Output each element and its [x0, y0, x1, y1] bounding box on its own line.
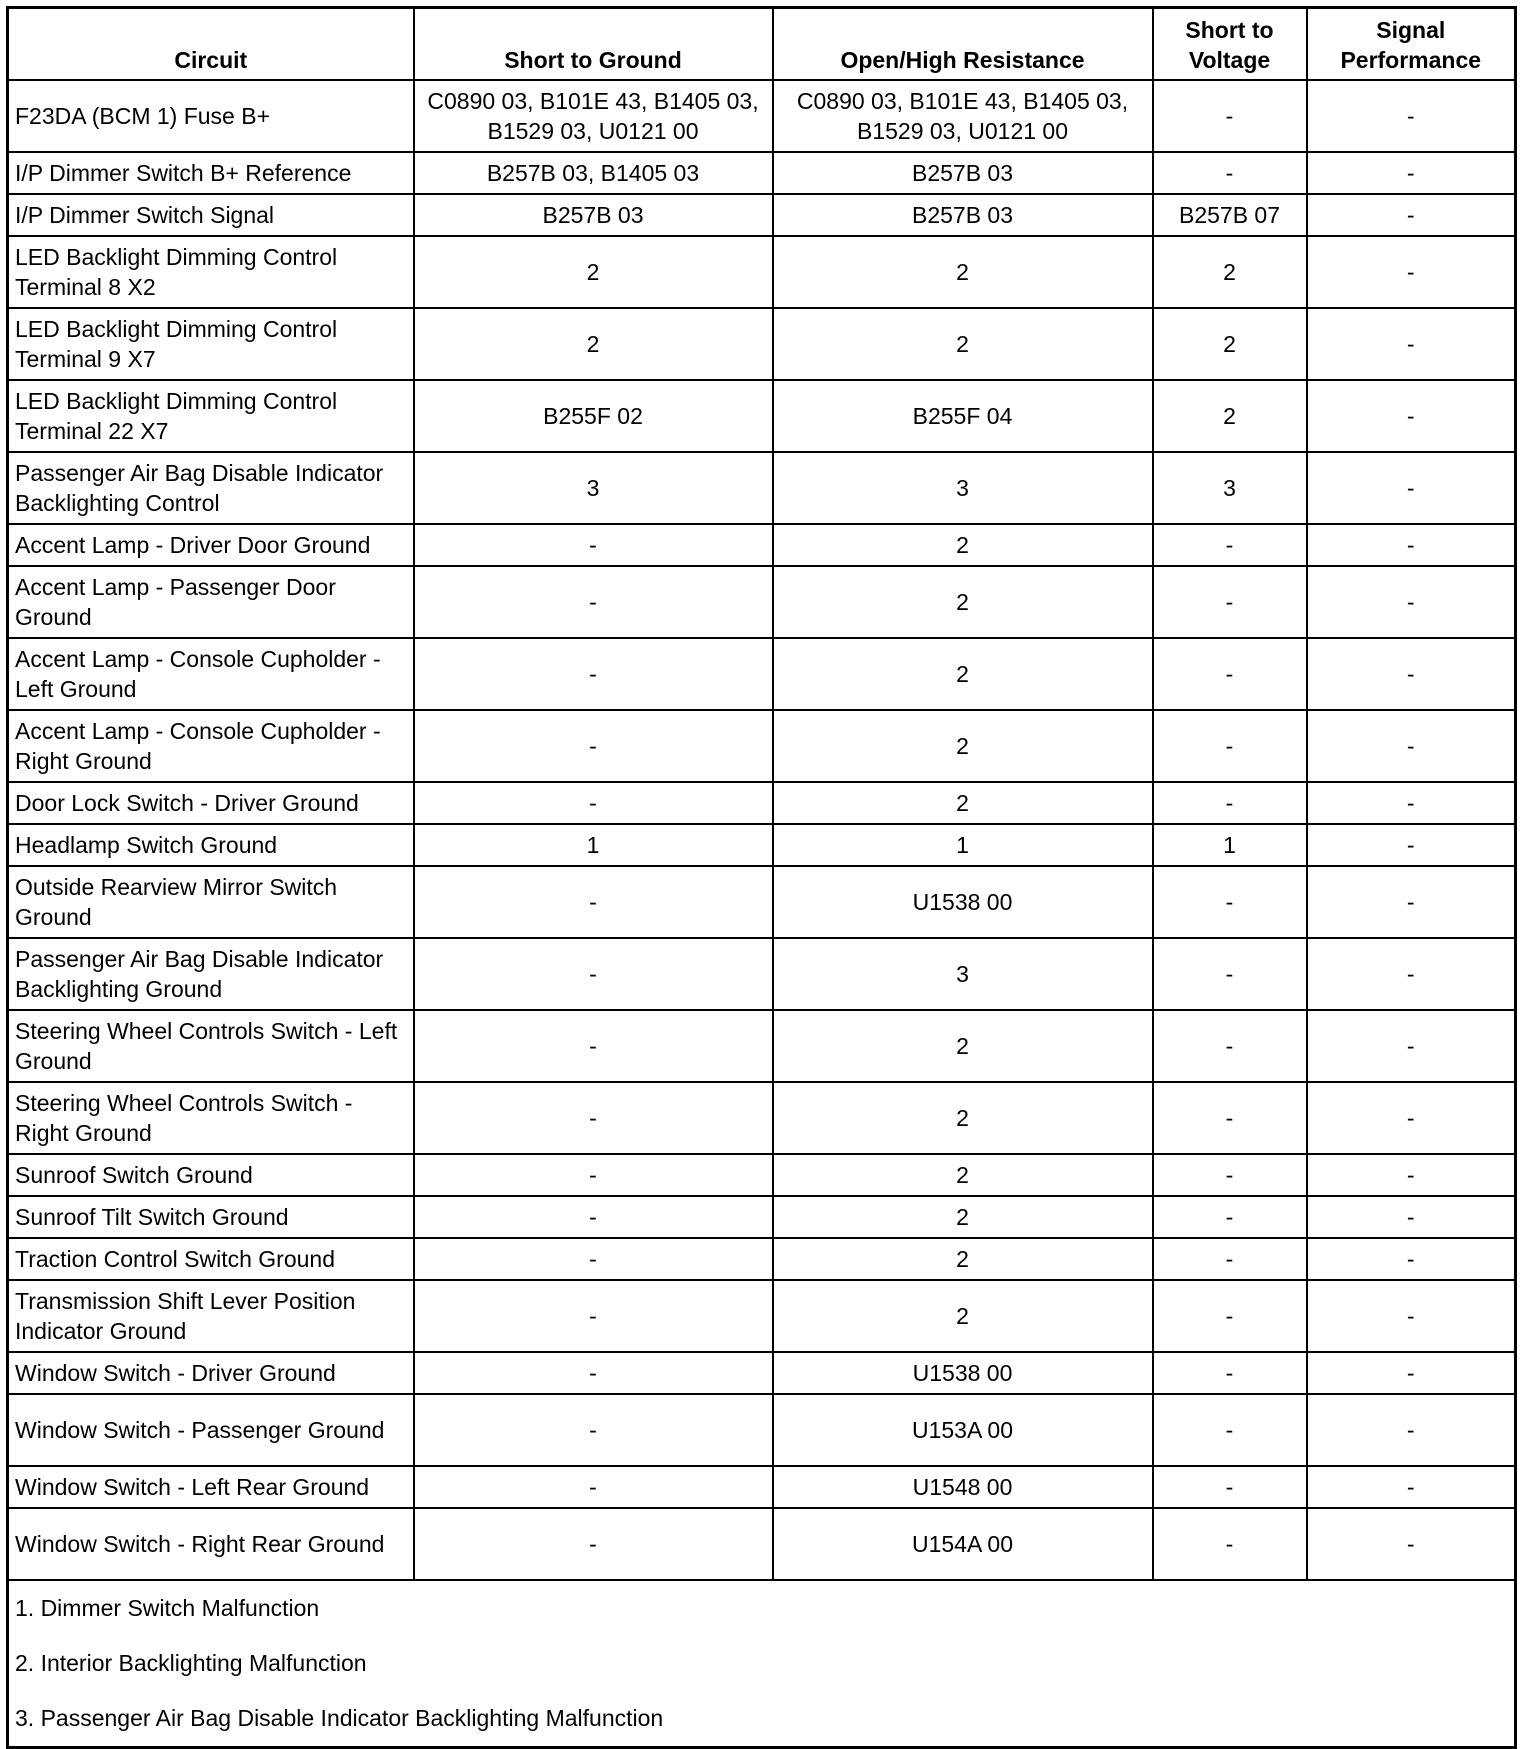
- table-row: [8, 236, 1516, 308]
- cell-short-to-ground: -: [414, 1466, 773, 1508]
- cell-short-to-voltage: -: [1153, 866, 1307, 938]
- table-row: [8, 1082, 1516, 1154]
- table-row: [8, 566, 1516, 638]
- cell-short-to-voltage: -: [1153, 1154, 1307, 1196]
- header-row: [8, 8, 1516, 80]
- cell-open-high-resistance: 2: [773, 782, 1153, 824]
- cell-circuit: Accent Lamp - Driver Door Ground: [8, 524, 414, 566]
- cell-short-to-ground: B255F 02: [414, 380, 773, 452]
- cell-short-to-voltage: -: [1153, 710, 1307, 782]
- cell-circuit: Window Switch - Passenger Ground: [8, 1394, 414, 1466]
- cell-circuit: I/P Dimmer Switch B+ Reference: [8, 152, 414, 194]
- cell-short-to-ground: -: [414, 938, 773, 1010]
- cell-open-high-resistance: 2: [773, 1196, 1153, 1238]
- cell-open-high-resistance: 2: [773, 1010, 1153, 1082]
- header-short-to-voltage: Short to Voltage: [1153, 8, 1307, 80]
- cell-circuit: Steering Wheel Controls Switch - Left Ground: [8, 1010, 414, 1082]
- cell-short-to-voltage: 3: [1153, 452, 1307, 524]
- cell-short-to-ground: -: [414, 1352, 773, 1394]
- table-row: [8, 1466, 1516, 1508]
- cell-short-to-voltage: -: [1153, 1082, 1307, 1154]
- cell-circuit: Window Switch - Driver Ground: [8, 1352, 414, 1394]
- cell-signal-performance: -: [1307, 1238, 1516, 1280]
- cell-open-high-resistance: B257B 03: [773, 194, 1153, 236]
- cell-signal-performance: -: [1307, 1082, 1516, 1154]
- cell-circuit: Steering Wheel Controls Switch - Right Ground: [8, 1082, 414, 1154]
- cell-short-to-voltage: -: [1153, 782, 1307, 824]
- cell-signal-performance: -: [1307, 1154, 1516, 1196]
- note-row: [8, 1580, 1516, 1636]
- cell-signal-performance: -: [1307, 1010, 1516, 1082]
- cell-open-high-resistance: 3: [773, 938, 1153, 1010]
- table-row: [8, 1508, 1516, 1580]
- cell-circuit: Passenger Air Bag Disable Indicator Backlighting Ground: [8, 938, 414, 1010]
- table-row: [8, 1196, 1516, 1238]
- header-circuit: Circuit: [8, 8, 414, 80]
- cell-open-high-resistance: U1548 00: [773, 1466, 1153, 1508]
- circuit-fault-table: [6, 6, 1517, 1749]
- cell-open-high-resistance: 2: [773, 1238, 1153, 1280]
- cell-short-to-voltage: -: [1153, 1010, 1307, 1082]
- table-row: [8, 524, 1516, 566]
- cell-short-to-ground: -: [414, 710, 773, 782]
- cell-short-to-ground: 1: [414, 824, 773, 866]
- cell-signal-performance: -: [1307, 236, 1516, 308]
- cell-open-high-resistance: B255F 04: [773, 380, 1153, 452]
- cell-short-to-ground: -: [414, 1010, 773, 1082]
- cell-circuit: Traction Control Switch Ground: [8, 1238, 414, 1280]
- cell-open-high-resistance: 2: [773, 638, 1153, 710]
- cell-short-to-ground: -: [414, 1508, 773, 1580]
- cell-open-high-resistance: U1538 00: [773, 1352, 1153, 1394]
- cell-short-to-ground: 2: [414, 236, 773, 308]
- cell-signal-performance: -: [1307, 638, 1516, 710]
- cell-open-high-resistance: C0890 03, B101E 43, B1405 03, B1529 03, U0121 00: [773, 80, 1153, 152]
- cell-short-to-ground: -: [414, 638, 773, 710]
- cell-signal-performance: -: [1307, 524, 1516, 566]
- table-row: [8, 638, 1516, 710]
- note-row: [8, 1691, 1516, 1748]
- cell-circuit: Door Lock Switch - Driver Ground: [8, 782, 414, 824]
- table-row: [8, 710, 1516, 782]
- cell-circuit: LED Backlight Dimming Control Terminal 9 X7: [8, 308, 414, 380]
- cell-circuit: Window Switch - Right Rear Ground: [8, 1508, 414, 1580]
- cell-signal-performance: -: [1307, 152, 1516, 194]
- cell-signal-performance: -: [1307, 782, 1516, 824]
- cell-short-to-voltage: -: [1153, 1280, 1307, 1352]
- cell-short-to-ground: B257B 03: [414, 194, 773, 236]
- cell-signal-performance: -: [1307, 80, 1516, 152]
- cell-short-to-ground: -: [414, 1394, 773, 1466]
- cell-circuit: Sunroof Switch Ground: [8, 1154, 414, 1196]
- cell-circuit: Accent Lamp - Console Cupholder - Right Ground: [8, 710, 414, 782]
- cell-open-high-resistance: 2: [773, 710, 1153, 782]
- cell-signal-performance: -: [1307, 1508, 1516, 1580]
- cell-short-to-voltage: 2: [1153, 380, 1307, 452]
- cell-short-to-ground: 2: [414, 308, 773, 380]
- cell-short-to-voltage: -: [1153, 1352, 1307, 1394]
- table-row: [8, 80, 1516, 152]
- table-row: [8, 824, 1516, 866]
- cell-short-to-ground: -: [414, 1238, 773, 1280]
- cell-signal-performance: -: [1307, 452, 1516, 524]
- cell-short-to-ground: -: [414, 524, 773, 566]
- note-row: [8, 1636, 1516, 1691]
- cell-signal-performance: -: [1307, 194, 1516, 236]
- cell-circuit: Passenger Air Bag Disable Indicator Backlighting Control: [8, 452, 414, 524]
- cell-short-to-voltage: -: [1153, 638, 1307, 710]
- cell-open-high-resistance: U153A 00: [773, 1394, 1153, 1466]
- cell-short-to-voltage: -: [1153, 80, 1307, 152]
- cell-signal-performance: -: [1307, 866, 1516, 938]
- cell-open-high-resistance: 2: [773, 236, 1153, 308]
- cell-signal-performance: -: [1307, 1352, 1516, 1394]
- cell-open-high-resistance: 2: [773, 1280, 1153, 1352]
- table-row: [8, 194, 1516, 236]
- cell-circuit: Window Switch - Left Rear Ground: [8, 1466, 414, 1508]
- cell-circuit: Sunroof Tilt Switch Ground: [8, 1196, 414, 1238]
- cell-circuit: LED Backlight Dimming Control Terminal 8 X2: [8, 236, 414, 308]
- cell-circuit: Outside Rearview Mirror Switch Ground: [8, 866, 414, 938]
- cell-short-to-voltage: 2: [1153, 308, 1307, 380]
- header-open-high-resistance: Open/High Resistance: [773, 8, 1153, 80]
- cell-open-high-resistance: U154A 00: [773, 1508, 1153, 1580]
- table-row: [8, 1280, 1516, 1352]
- cell-signal-performance: -: [1307, 1394, 1516, 1466]
- table-row: [8, 308, 1516, 380]
- cell-short-to-ground: -: [414, 782, 773, 824]
- cell-circuit: F23DA (BCM 1) Fuse B+: [8, 80, 414, 152]
- note-1: 1. Dimmer Switch Malfunction: [8, 1580, 1516, 1636]
- cell-short-to-voltage: -: [1153, 566, 1307, 638]
- cell-open-high-resistance: 3: [773, 452, 1153, 524]
- cell-short-to-voltage: -: [1153, 1508, 1307, 1580]
- cell-short-to-ground: C0890 03, B101E 43, B1405 03, B1529 03, U0121 00: [414, 80, 773, 152]
- cell-signal-performance: -: [1307, 938, 1516, 1010]
- cell-signal-performance: -: [1307, 308, 1516, 380]
- cell-short-to-ground: -: [414, 566, 773, 638]
- table-row: [8, 452, 1516, 524]
- note-3: 3. Passenger Air Bag Disable Indicator Backlighting Malfunction: [8, 1691, 1516, 1748]
- cell-signal-performance: -: [1307, 710, 1516, 782]
- cell-circuit: Headlamp Switch Ground: [8, 824, 414, 866]
- cell-signal-performance: -: [1307, 1196, 1516, 1238]
- cell-short-to-voltage: -: [1153, 524, 1307, 566]
- table-row: [8, 152, 1516, 194]
- note-2: 2. Interior Backlighting Malfunction: [8, 1636, 1516, 1691]
- cell-short-to-voltage: 2: [1153, 236, 1307, 308]
- cell-short-to-ground: -: [414, 1154, 773, 1196]
- cell-short-to-ground: B257B 03, B1405 03: [414, 152, 773, 194]
- cell-short-to-ground: 3: [414, 452, 773, 524]
- header-short-to-ground: Short to Ground: [414, 8, 773, 80]
- cell-signal-performance: -: [1307, 824, 1516, 866]
- cell-open-high-resistance: 1: [773, 824, 1153, 866]
- cell-short-to-voltage: -: [1153, 1238, 1307, 1280]
- cell-circuit: Accent Lamp - Console Cupholder - Left Ground: [8, 638, 414, 710]
- cell-short-to-ground: -: [414, 1280, 773, 1352]
- cell-open-high-resistance: U1538 00: [773, 866, 1153, 938]
- header-signal-performance: Signal Performance: [1307, 8, 1516, 80]
- table-row: [8, 1352, 1516, 1394]
- circuit-fault-table-container: [6, 6, 1514, 1749]
- cell-short-to-voltage: -: [1153, 1394, 1307, 1466]
- table-row: [8, 866, 1516, 938]
- cell-short-to-ground: -: [414, 866, 773, 938]
- cell-signal-performance: -: [1307, 566, 1516, 638]
- table-row: [8, 1010, 1516, 1082]
- cell-short-to-ground: -: [414, 1196, 773, 1238]
- cell-short-to-voltage: -: [1153, 152, 1307, 194]
- cell-open-high-resistance: 2: [773, 566, 1153, 638]
- cell-short-to-voltage: B257B 07: [1153, 194, 1307, 236]
- cell-open-high-resistance: 2: [773, 1154, 1153, 1196]
- cell-signal-performance: -: [1307, 380, 1516, 452]
- cell-signal-performance: -: [1307, 1466, 1516, 1508]
- table-row: [8, 782, 1516, 824]
- cell-short-to-voltage: 1: [1153, 824, 1307, 866]
- cell-signal-performance: -: [1307, 1280, 1516, 1352]
- cell-short-to-voltage: -: [1153, 1196, 1307, 1238]
- table-row: [8, 380, 1516, 452]
- table-row: [8, 1394, 1516, 1466]
- cell-short-to-ground: -: [414, 1082, 773, 1154]
- cell-open-high-resistance: 2: [773, 1082, 1153, 1154]
- table-row: [8, 938, 1516, 1010]
- cell-circuit: LED Backlight Dimming Control Terminal 22 X7: [8, 380, 414, 452]
- cell-short-to-voltage: -: [1153, 1466, 1307, 1508]
- cell-open-high-resistance: 2: [773, 524, 1153, 566]
- cell-open-high-resistance: B257B 03: [773, 152, 1153, 194]
- cell-circuit: Accent Lamp - Passenger Door Ground: [8, 566, 414, 638]
- cell-circuit: I/P Dimmer Switch Signal: [8, 194, 414, 236]
- cell-circuit: Transmission Shift Lever Position Indicator Ground: [8, 1280, 414, 1352]
- cell-short-to-voltage: -: [1153, 938, 1307, 1010]
- table-row: [8, 1154, 1516, 1196]
- cell-open-high-resistance: 2: [773, 308, 1153, 380]
- table-row: [8, 1238, 1516, 1280]
